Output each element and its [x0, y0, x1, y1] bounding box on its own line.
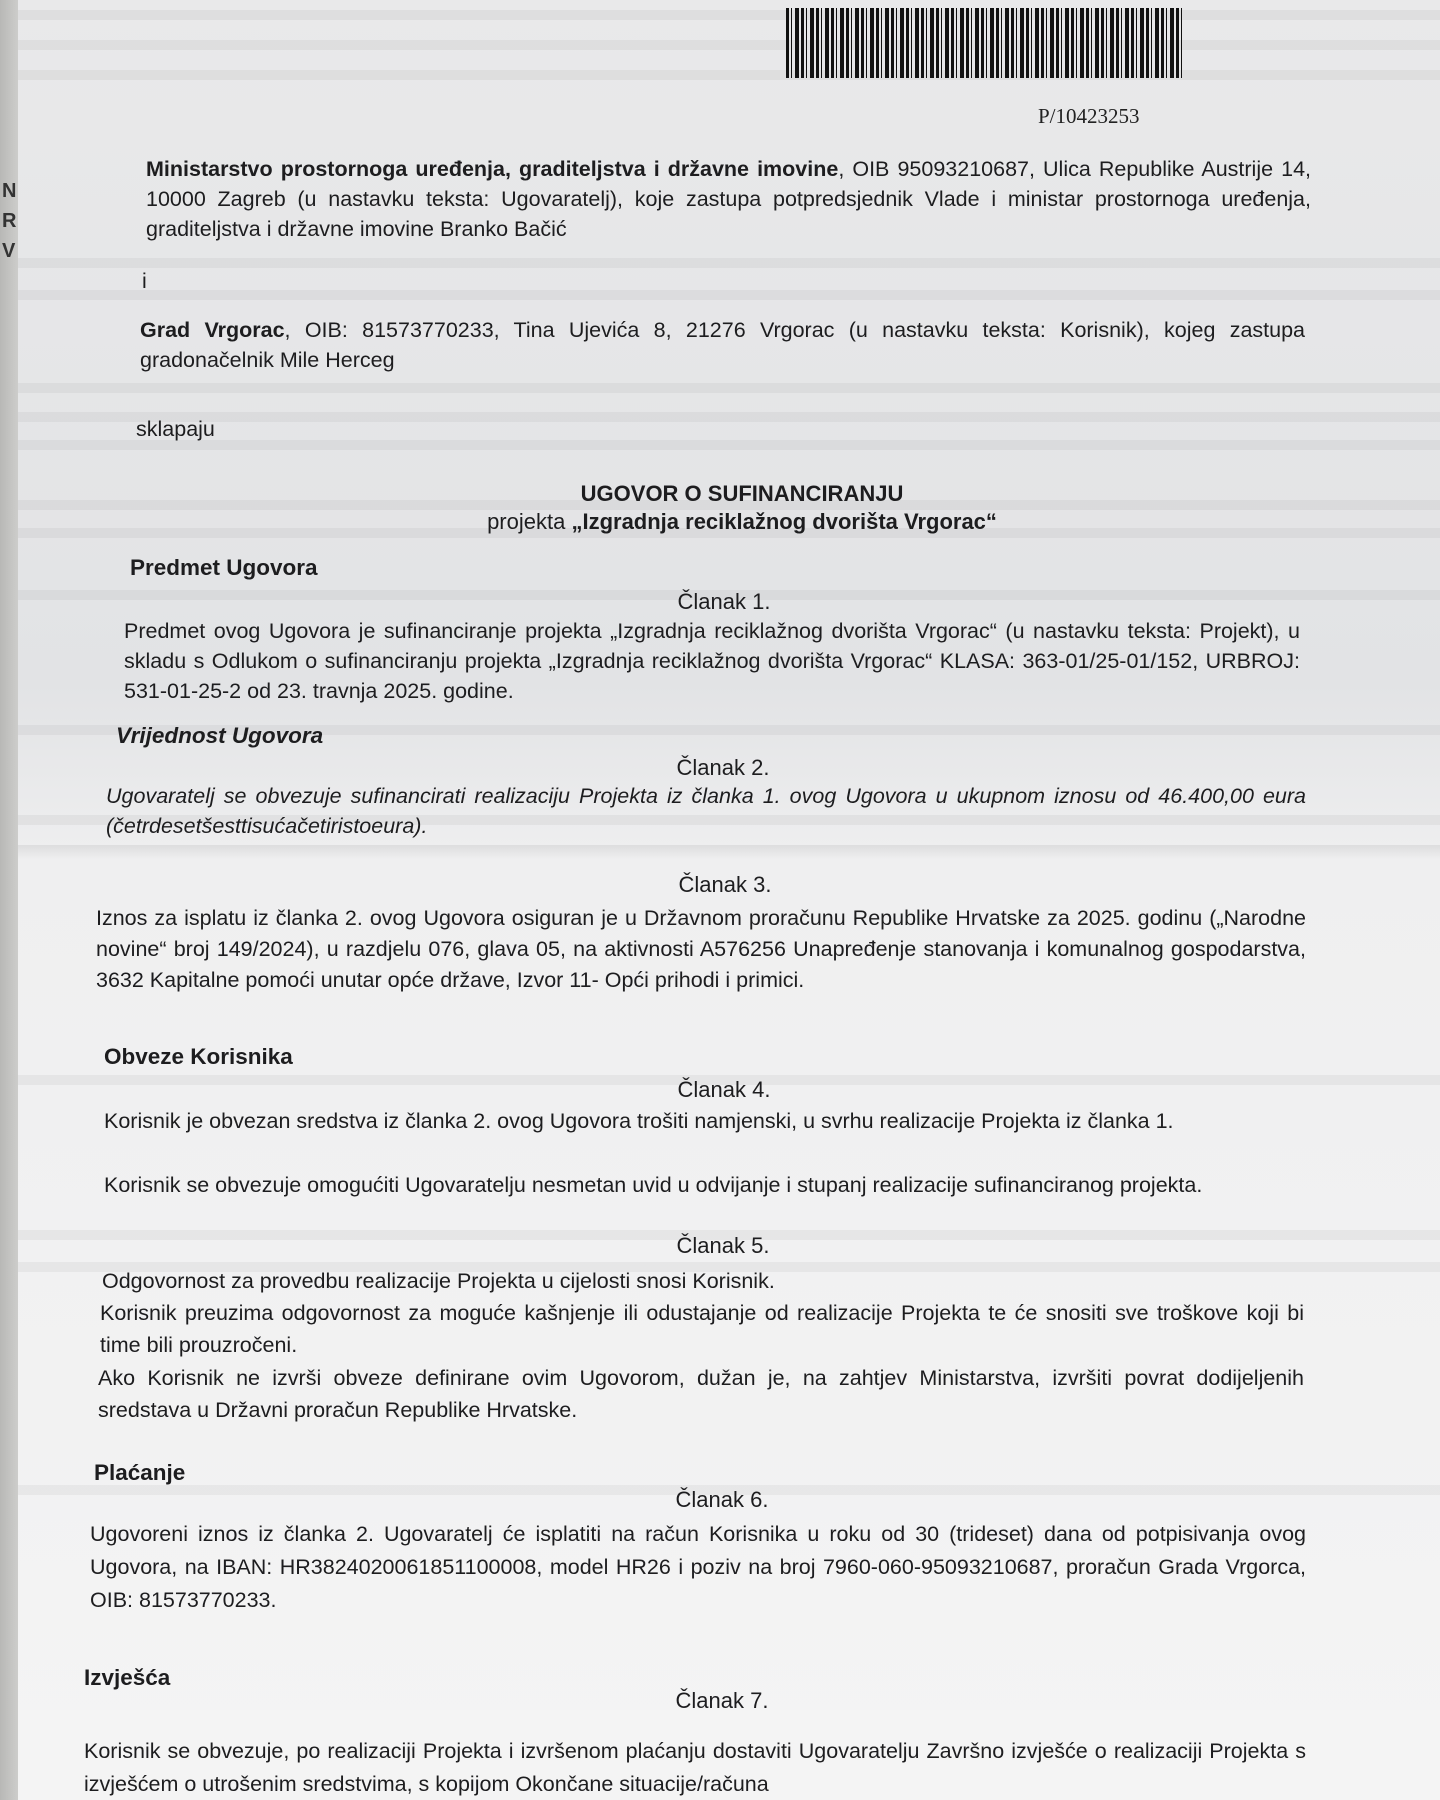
article-3-label: Članak 3.	[678, 872, 772, 897]
section-obveze: Obveze Korisnika	[104, 1044, 293, 1069]
article-5-p2: Korisnik preuzima odgovornost za moguće kašnjenje ili odustajanje od realizacije Projekta te će snositi sve troškove koji bi time bili prouzročeni.	[100, 1301, 1304, 1357]
contract-subtitle: projekta „Izgradnja reciklažnog dvorišta Vrgorac“	[487, 509, 997, 534]
article-2-label: Članak 2.	[676, 755, 770, 780]
article-1-text: Predmet ovog Ugovora je sufinanciranje projekta „Izgradnja reciklažnog dvorišta Vrgorac“ (u nastavku teksta: Projekt), u skladu s Odlukom o sufinanciranju projekta „Izgradnja reciklažnog dvorišta Vrgorac“ KLASA: 363-01/25-01/152, URBROJ: 531-01-25-2 od 23. travnja 2025. godine.	[124, 619, 1300, 703]
article-4-label: Članak 4.	[677, 1077, 771, 1102]
article-7-text: Korisnik se obvezuje, po realizaciji Projekta i izvršenom plaćanju dostaviti Ugovaratelju Završno izvješće o realizaciji Projekta s izvješćem o utrošenim sredstvima, s kopijom Okončane situacije/računa	[84, 1739, 1306, 1796]
party2-details: , OIB: 81573770233, Tina Ujevića 8, 21276 Vrgorac (u nastavku teksta: Korisnik), kojeg zastupa gradonačelnik Mile Herceg	[140, 318, 1305, 372]
contract-title: UGOVOR O SUFINANCIRANJU	[580, 481, 904, 506]
party1-paragraph	[146, 154, 1311, 244]
party2-name: Grad Vrgorac	[140, 318, 285, 342]
conclude-word: sklapaju	[136, 417, 215, 441]
article-3-text: Iznos za isplatu iz članka 2. ovog Ugovora osiguran je u Državnom proračunu Republike Hrvatske za 2025. godinu („Narodne novine“ broj 149/2024), u razdjelu 076, glava 05, na aktivnosti A576256 Unapređenje stanovanja i komunalnog gospodarstva, 3632 Kapitalne pomoći unutar opće države, Izvor 11- Opći prihodi i primici.	[96, 906, 1306, 992]
project-name: „Izgradnja reciklažnog dvorišta Vrgorac“	[571, 509, 997, 534]
article-4-p1: Korisnik je obvezan sredstva iz članka 2. ovog Ugovora trošiti namjenski, u svrhu realizacije Projekta iz članka 1.	[104, 1109, 1174, 1133]
article-7-label: Članak 7.	[675, 1688, 769, 1713]
article-6-text: Ugovoreni iznos iz članka 2. Ugovaratelj će isplatiti na račun Korisnika u roku od 30 (trideset) dana od potpisivanja ovog Ugovora, na IBAN: HR3824020061851100008, model HR26 i poziv na broj 7960-060-95093210687, proračun Grada Vrgorca, OIB: 81573770233.	[90, 1522, 1306, 1612]
article-5-p3: Ako Korisnik ne izvrši obveze definirane ovim Ugovorom, dužan je, na zahtjev Ministarstva, izvršiti povrat dodijeljenih sredstava u Državni proračun Republike Hrvatske.	[98, 1366, 1304, 1422]
section-vrijednost: Vrijednost Ugovora	[116, 723, 324, 748]
section-izvjesca: Izvješća	[84, 1665, 171, 1690]
article-6-label: Članak 6.	[675, 1487, 769, 1512]
barcode	[786, 8, 1184, 78]
section-placanje: Plaćanje	[94, 1460, 186, 1485]
adjacent-page-edge: N R V	[0, 0, 26, 1800]
article-2-text: Ugovaratelj se obvezuje sufinancirati realizaciju Projekta iz članka 1. ovog Ugovora u ukupnom iznosu od 46.400,00 eura (četrdesetšesttisućačetiristoeura).	[106, 784, 1306, 838]
article-4-p2: Korisnik se obvezuje omogućiti Ugovaratelju nesmetan uvid u odvijanje i stupanj realizacije sufinanciranog projekta.	[104, 1173, 1203, 1197]
party2-paragraph	[140, 315, 1305, 375]
article-5-label: Članak 5.	[676, 1233, 770, 1258]
conjunction: i	[142, 269, 147, 293]
article-1-label: Članak 1.	[677, 589, 771, 614]
party1-details: , OIB 95093210687, Ulica Republike Austrije 14, 10000 Zagreb (u nastavku teksta: Ugovaratelj), koje zastupa potpredsjednik Vlade i ministar prostornoga uređenja, graditeljstva i državne imovine Branko Bačić	[146, 157, 1311, 241]
reference-number: P/10423253	[1038, 104, 1140, 128]
section-predmet: Predmet Ugovora	[130, 555, 318, 580]
article-5-p1: Odgovornost za provedbu realizacije Projekta u cijelosti snosi Korisnik.	[102, 1269, 775, 1293]
party1-name: Ministarstvo prostornoga uređenja, graditeljstva i državne imovine	[146, 157, 839, 181]
document-page	[18, 0, 1440, 1800]
